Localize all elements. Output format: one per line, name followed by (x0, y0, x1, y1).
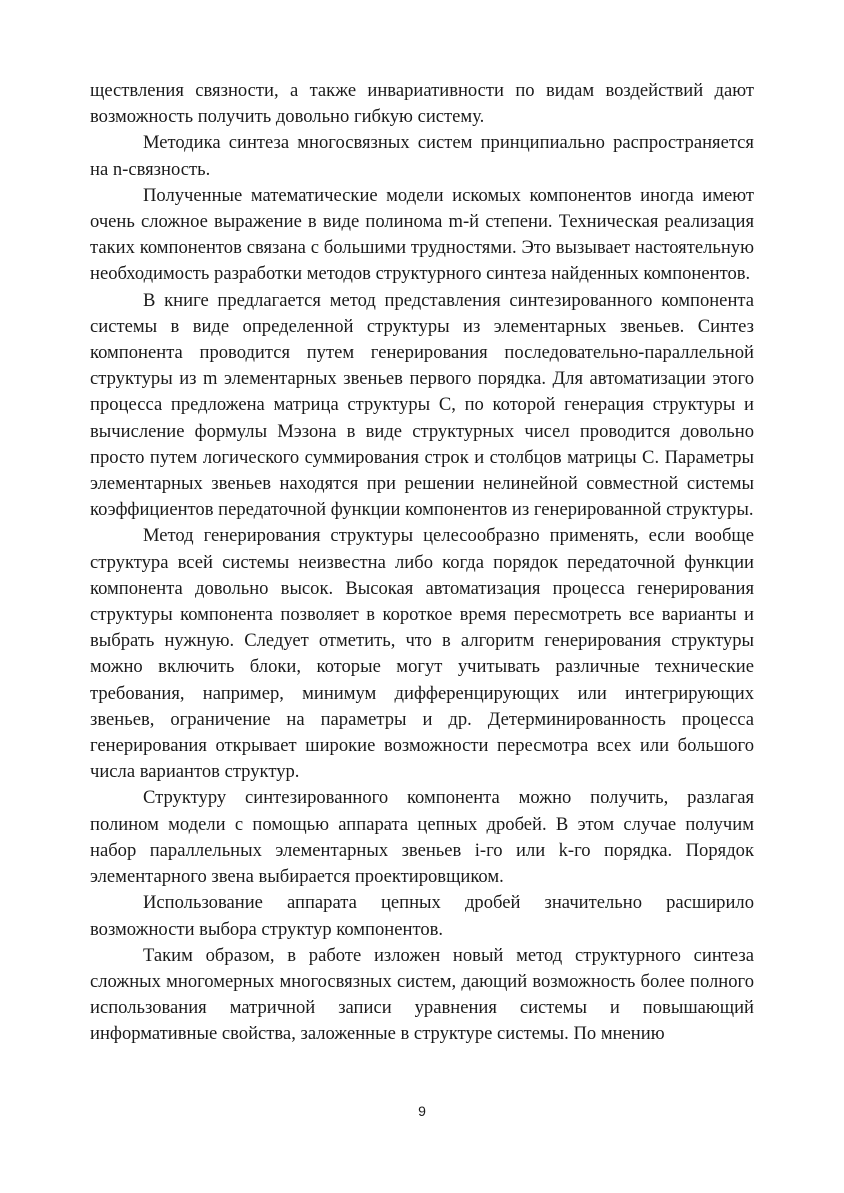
paragraph-6: Структуру синтезированного компонента можно получить, разлагая полином модели с помощью аппарата цепных дробей. В этом случае получим набор параллельных элементарных звеньев i-го или k-го порядка. Порядок элементарного звена выбирается проектировщиком. (90, 787, 754, 888)
document-page (90, 78, 754, 1048)
paragraph-7: Использование аппарата цепных дробей значительно расширило возможности выбора структур компонентов. (90, 892, 754, 940)
page-number: 9 (418, 1103, 426, 1119)
paragraph-4: В книге предлагается метод представления синтезированного компонента системы в виде определенной структуры из элементарных звеньев. Синтез компонента проводится путем генерирования последовательно-параллельной структуры из m элементарных звеньев первого порядка. Для автоматизации этого процесса предложена матрица структуры C, по которой генерация структуры и вычисление формулы Мэзона в виде структурных чисел проводится довольно просто путем логического суммирования строк и столбцов матрицы C. Параметры элементарных звеньев находятся при решении нелинейной совместной системы коэффициентов передаточной функции компонентов из генерированной структуры. (90, 289, 754, 521)
paragraph-8: Таким образом, в работе изложен новый метод структурного синтеза сложных многомерных многосвязных систем, дающий возможность более полного использования матричной записи уравнения системы и повышающий информативные свойства, заложенные в структуре системы. По мнению (90, 944, 754, 1045)
paragraph-5: Метод генерирования структуры целесообразно применять, если вообще структура всей системы неизвестна либо когда порядок передаточной функции компонента довольно высок. Высокая автоматизация процесса генерирования структуры компонента позволяет в короткое время пересмотреть все варианты и выбрать нужную. Следует отметить, что в алгоритм генерирования структуры можно включить блоки, которые могут учитывать различные технические требования, например, минимум дифференцирующих или интегрирующих звеньев, ограничение на параметры и др. Детерминированность процесса генерирования открывает широкие возможности пересмотра всех или большого числа вариантов структур. (90, 525, 754, 783)
paragraph-3: Полученные математические модели искомых компонентов иногда имеют очень сложное выражение в виде полинома m-й степени. Техническая реализация таких компонентов связана с большими трудностями. Это вызывает настоятельную необходимость разработки методов структурного синтеза найденных компонентов. (90, 184, 754, 285)
paragraph-1: ществления связности, а также инвариативности по видам воздействий дают возможность получить довольно гибкую систему. (90, 80, 754, 128)
paragraph-2: Методика синтеза многосвязных систем принципиально распространяется на n-связность. (90, 132, 754, 180)
